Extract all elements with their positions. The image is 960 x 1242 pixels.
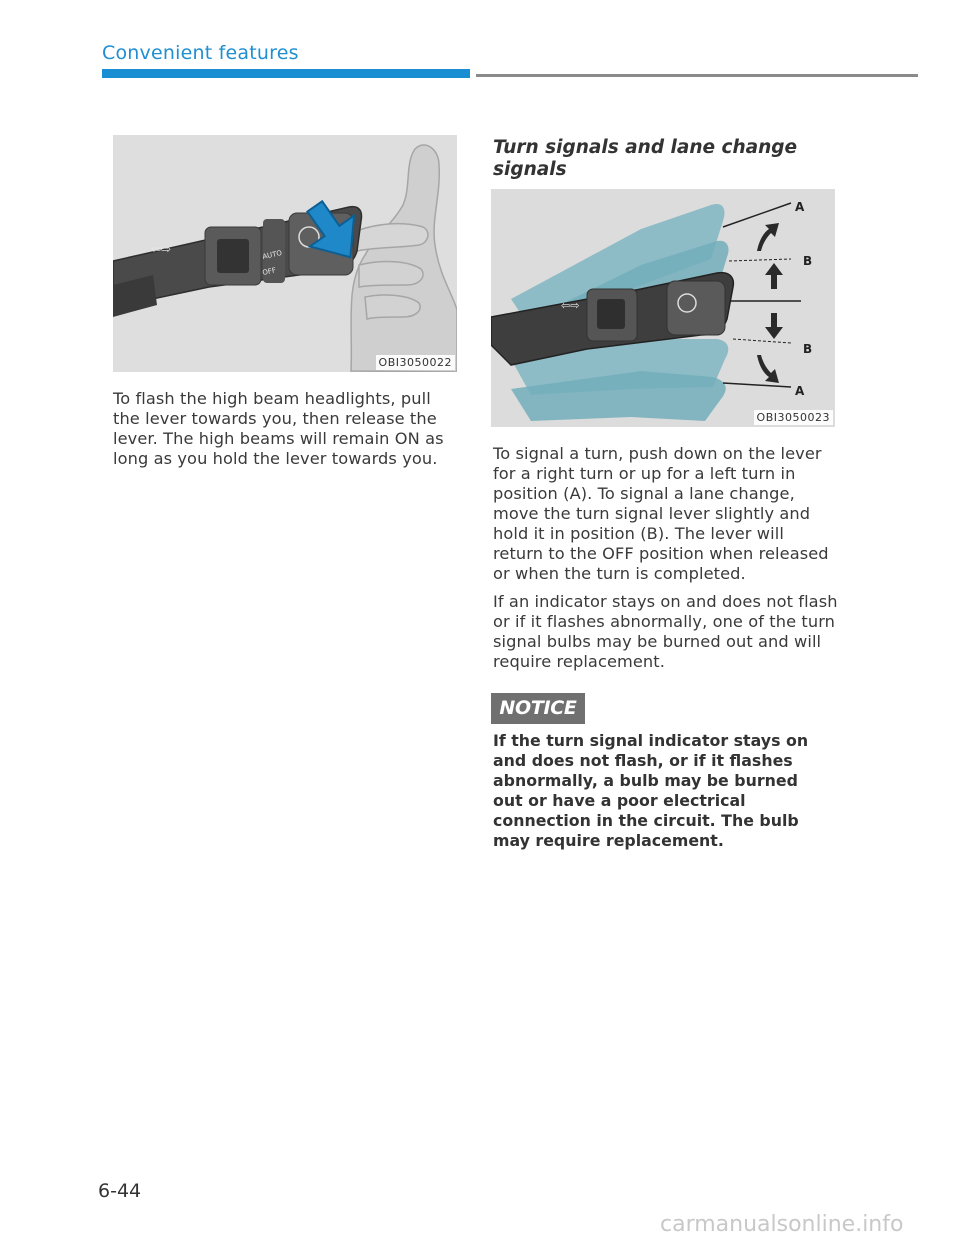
notice-text: If the turn signal indicator stays on and does not flash, or if it flashes abnormally, a bulb may be burned out or have a poor electrical connection in the circuit. The bulb may require replacement. (493, 731, 809, 850)
page-number: 6-44 (98, 1180, 142, 1202)
figure1-code: OBI3050022 (376, 355, 455, 370)
notice-badge: NOTICE (491, 693, 585, 724)
watermark: carmanualsonline.info (660, 1212, 904, 1237)
header-rule (476, 74, 918, 77)
figure2-code: OBI3050023 (754, 410, 833, 425)
turn-signal-text-1: To signal a turn, push down on the lever for a right turn or up for a left turn in position (A). To signal a lane change, move the turn signal lever slightly and hold it in position (B). The lever will return to the OFF position when released or when the turn is completed. (493, 444, 829, 583)
turn-signal-text-2: If an indicator stays on and does not flash or if it flashes abnormally, one of the turn signal bulbs may be burned out and will require replacement. (493, 592, 838, 671)
turn-signal-figure (491, 189, 835, 427)
turn-signals-heading: Turn signals and lane change signals (493, 137, 798, 180)
label-a-top: A (795, 200, 805, 214)
section-header-title: Convenient features (102, 42, 299, 64)
high-beam-flash-figure (113, 135, 457, 372)
svg-text:OFF: OFF (261, 266, 277, 277)
high-beam-text: To flash the high beam headlights, pull the lever towards you, then release the lever. The high beams will remain ON as long as you hold the lever towards you. (113, 389, 444, 468)
header-accent-bar (102, 69, 470, 78)
svg-text:⇦⇨: ⇦⇨ (151, 242, 172, 256)
label-b-top: B (803, 254, 813, 268)
label-b-bottom: B (803, 342, 813, 356)
turn-signal-paragraphs (493, 444, 838, 680)
label-a-bottom: A (795, 384, 805, 398)
svg-text:AUTO: AUTO (261, 249, 283, 261)
svg-text:⇦⇨: ⇦⇨ (561, 299, 580, 312)
high-beam-paragraph (113, 389, 459, 477)
